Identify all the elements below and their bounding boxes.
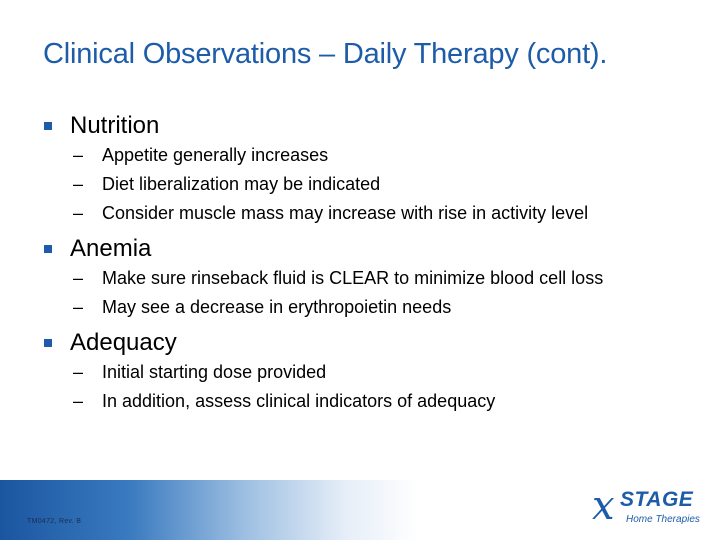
- logo-wordmark: STAGE: [620, 488, 694, 511]
- list-item-text: Initial starting dose provided: [102, 362, 327, 382]
- document-code: TM0472, Rev. B: [27, 518, 82, 525]
- list-item: [43, 390, 662, 413]
- bullet-adequacy: [43, 325, 683, 361]
- list-item-text: Appetite generally increases: [102, 145, 329, 165]
- bullet-heading: Nutrition: [70, 112, 160, 139]
- dash-marker: –: [73, 391, 84, 411]
- list-item: [43, 296, 662, 319]
- slide-content: [43, 108, 683, 419]
- square-bullet-icon: [44, 245, 52, 253]
- list-item: [43, 144, 662, 167]
- sub-list: [43, 144, 683, 225]
- section-anemia: [43, 231, 683, 319]
- dash-marker: –: [73, 297, 84, 317]
- nxstage-logo: [592, 484, 702, 536]
- section-nutrition: [43, 108, 683, 225]
- section-adequacy: [43, 325, 683, 413]
- list-item-text: Make sure rinseback fluid is CLEAR to minimize blood cell loss: [102, 268, 604, 288]
- logo-mark: x: [592, 483, 615, 529]
- dash-marker: –: [73, 174, 84, 194]
- list-item-text: Consider muscle mass may increase with rise in activity level: [102, 203, 589, 223]
- list-item-text: Diet liberalization may be indicated: [102, 174, 381, 194]
- dash-marker: –: [73, 362, 84, 382]
- logo-tagline: Home Therapies: [626, 514, 700, 525]
- list-item: [43, 361, 662, 384]
- bullet-heading: Anemia: [70, 235, 152, 262]
- list-item: [43, 173, 662, 196]
- dash-marker: –: [73, 268, 84, 288]
- slide-title: Clinical Observations – Daily Therapy (cont).: [43, 38, 608, 70]
- bullet-heading: Adequacy: [70, 329, 177, 356]
- list-item: [43, 267, 662, 290]
- dash-marker: –: [73, 145, 84, 165]
- list-item: [43, 202, 662, 225]
- square-bullet-icon: [44, 339, 52, 347]
- dash-marker: –: [73, 203, 84, 223]
- bullet-nutrition: [43, 108, 683, 144]
- sub-list: [43, 361, 683, 413]
- sub-list: [43, 267, 683, 319]
- list-item-text: In addition, assess clinical indicators of adequacy: [102, 391, 496, 411]
- list-item-text: May see a decrease in erythropoietin needs: [102, 297, 452, 317]
- bullet-anemia: [43, 231, 683, 267]
- square-bullet-icon: [44, 122, 52, 130]
